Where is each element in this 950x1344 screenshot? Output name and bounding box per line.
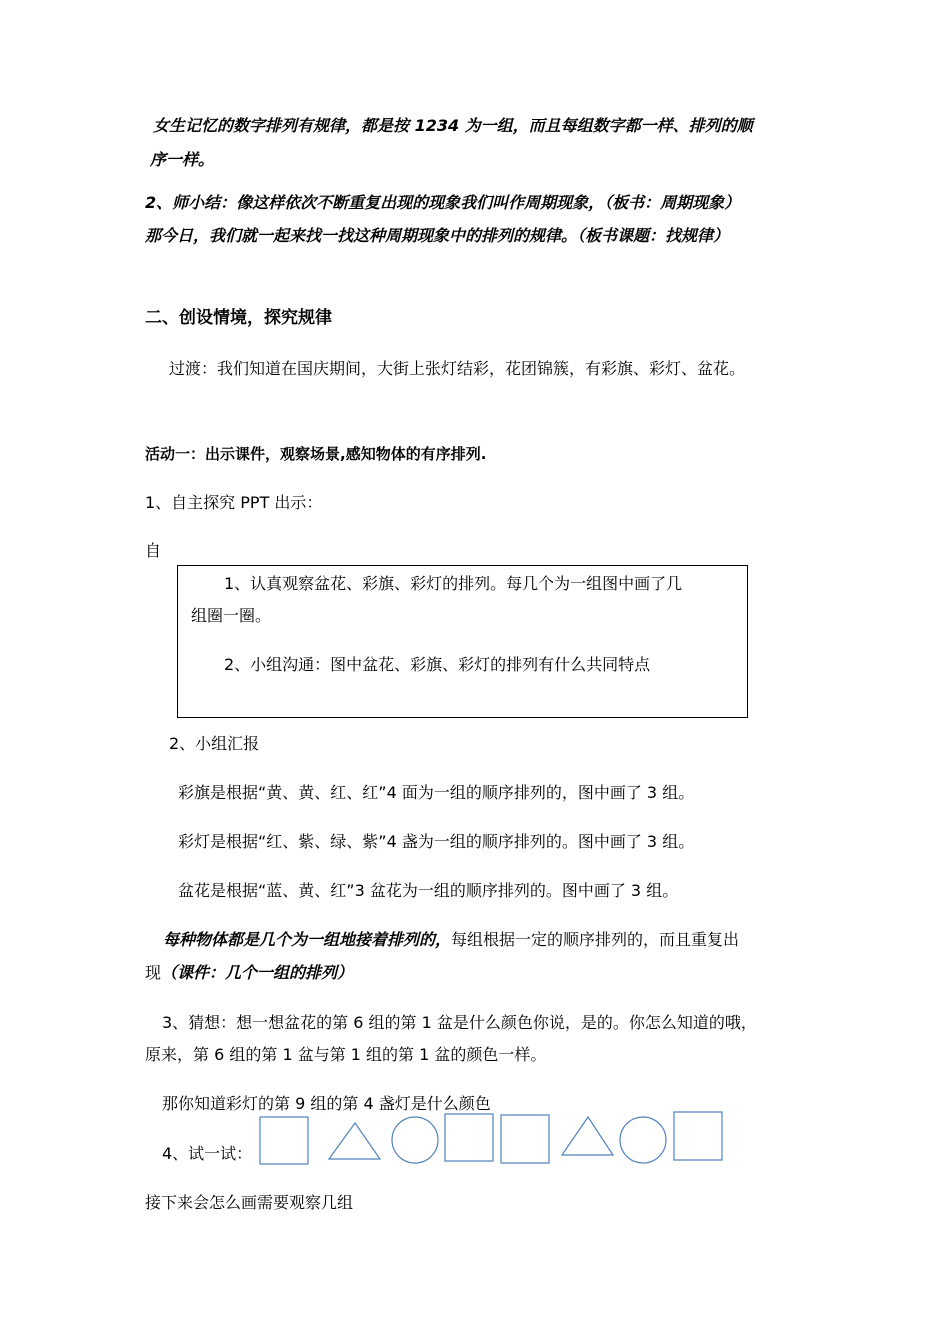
square-shape-2	[445, 1114, 493, 1161]
triangle-shape-2	[562, 1117, 613, 1155]
activity-title: 活动一：出示课件，观察场景,感知物体的有序排列.	[145, 445, 487, 463]
conclusion-line-1	[163, 930, 739, 950]
intro-line-1: 女生记忆的数字排列有规律，都是按 1234 为一组，而且每组数字都一样、排列的顺	[153, 116, 753, 135]
square-shape-1	[260, 1117, 308, 1164]
guess-line-3: 那你知道彩灯的第 9 组的第 4 盏灯是什么颜色	[162, 1094, 491, 1113]
shape-sequence	[256, 1108, 726, 1172]
shape-sequence-svg	[256, 1108, 726, 1168]
report-flags: 彩旗是根据“黄、黄、红、红”4 面为一组的顺序排列的，图中画了 3 组。	[178, 783, 695, 802]
summary-line-1: 2、师小结：像这样依次不断重复出现的现象我们叫作周期现象，（板书：周期现象）	[145, 193, 741, 212]
transition-text: 过渡：我们知道在国庆期间，大街上张灯结彩，花团锦簇，有彩旗、彩灯、盆花。	[169, 359, 746, 378]
conclusion-bold: 每种物体都是几个为一组地接着排列的，	[163, 930, 452, 949]
fragment-text: 自	[145, 541, 162, 560]
task-box	[177, 565, 748, 718]
square-shape-4	[674, 1112, 722, 1160]
final-line: 接下来会怎么画需要观察几组	[145, 1193, 354, 1212]
guess-line-2: 原来，第 6 组的第 1 盆与第 1 组的第 1 盆的颜色一样。	[145, 1045, 547, 1064]
task-item-2: 2、小组沟通：图中盆花、彩旗、彩灯的排列有什么共同特点	[224, 655, 651, 674]
triangle-shape-1	[329, 1123, 380, 1159]
conclusion-normal: 每组根据一定的顺序排列的，而且重复出	[451, 930, 740, 949]
report-flowers: 盆花是根据“蓝、黄、红”3 盆花为一组的顺序排列的。图中画了 3 组。	[178, 881, 679, 900]
guess-line-1: 3、猜想：想一想盆花的第 6 组的第 1 盆是什么颜色你说，是的。你怎么知道的哦，	[162, 1013, 757, 1032]
intro-line-2: 序一样。	[150, 150, 215, 169]
report-lanterns: 彩灯是根据“红、紫、绿、紫”4 盏为一组的顺序排列的。图中画了 3 组。	[178, 832, 695, 851]
conclusion-line-2-bold: （课件：几个一组的排列）	[161, 963, 354, 982]
summary-line-2: 那今日，我们就一起来找一找这种周期现象中的排列的规律。（板书课题：找规律）	[145, 226, 730, 245]
section-heading: 二、创设情境，探究规律	[145, 308, 332, 328]
activity-step-1: 1、自主探究 PPT 出示：	[145, 493, 323, 512]
circle-shape-1	[392, 1117, 438, 1163]
try-label: 4、试一试：	[162, 1144, 253, 1163]
task-item-1-line-2: 组圈一圈。	[191, 606, 272, 625]
conclusion-line-2	[145, 963, 353, 983]
task-item-1-line-1: 1、认真观察盆花、彩旗、彩灯的排列。每几个为一组图中画了几	[224, 574, 683, 593]
circle-shape-2	[620, 1117, 666, 1163]
square-shape-3	[501, 1115, 549, 1163]
report-title: 2、小组汇报	[169, 734, 260, 753]
conclusion-line-2-normal: 现	[145, 963, 162, 982]
